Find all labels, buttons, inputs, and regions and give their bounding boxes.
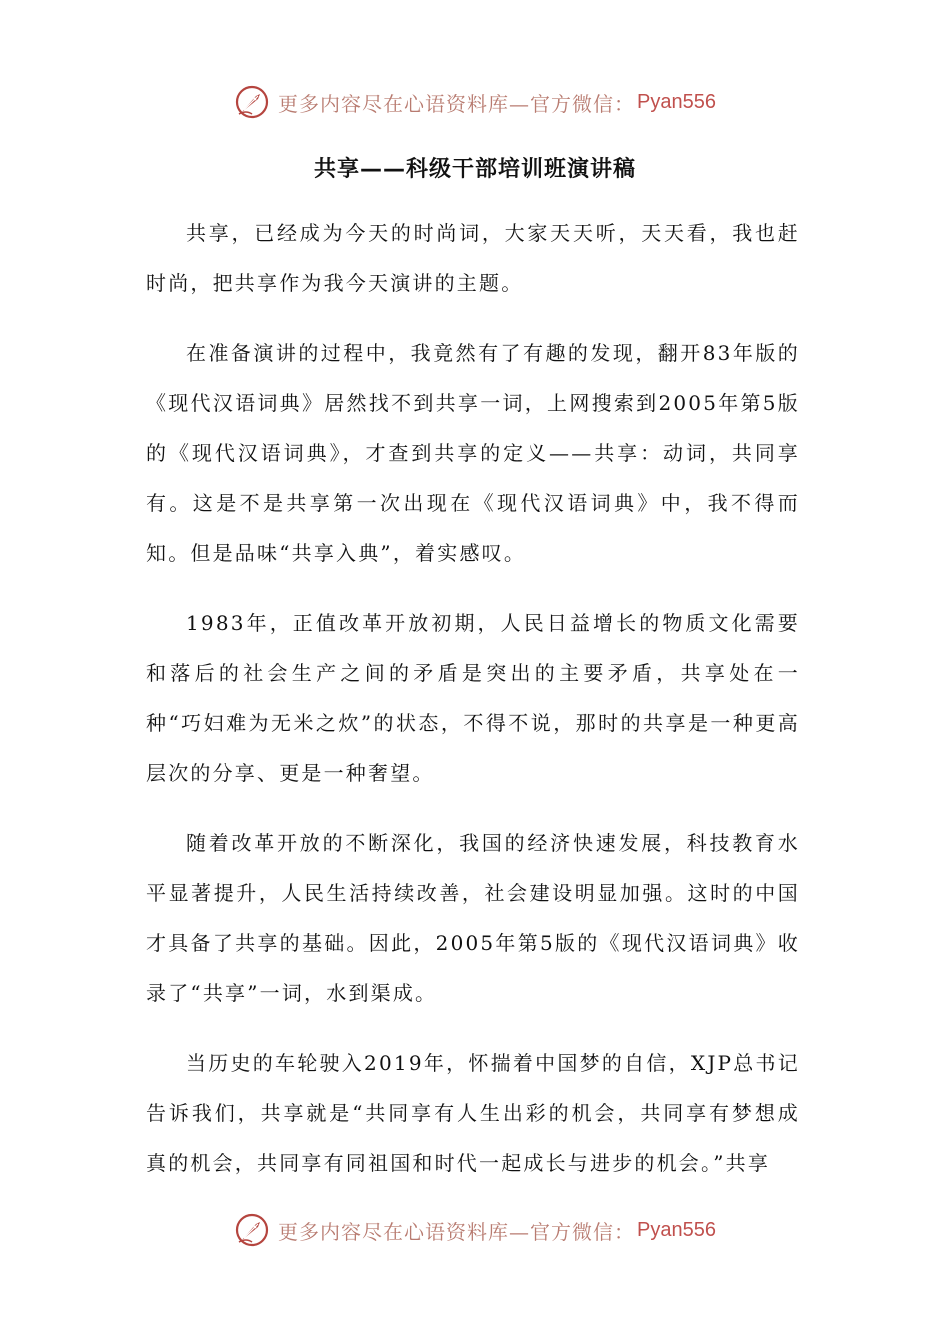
banner-text: 更多内容尽在心语资料库—官方微信： [278, 1219, 636, 1244]
paragraph: 随着改革开放的不断深化，我国的经济快速发展，科技教育水平显著提升，人民生活持续改善，社会建设明显加强。这时的中国才具备了共享的基础。因此，2005年第5版的《现代汉语词典》收录了“共享”一词，水到渠成。 [146, 831, 800, 1005]
document-body [146, 208, 800, 1208]
paragraph: 共享，已经成为今天的时尚词，大家天天听，天天看，我也赶时尚，把共享作为我今天演讲的主题。 [146, 221, 800, 295]
pen-nib-logo-icon [234, 84, 270, 120]
document-title: 共享——科级干部培训班演讲稿 [313, 157, 636, 182]
wechat-id: Pyan556 [637, 90, 716, 113]
banner-text: 更多内容尽在心语资料库—官方微信： [278, 91, 636, 116]
paragraph: 在准备演讲的过程中，我竟然有了有趣的发现，翻开83年版的《现代汉语词典》居然找不到共享一词，上网搜索到2005年第5版的《现代汉语词典》，才查到共享的定义——共享：动词，共同享有。这是不是共享第一次出现在《现代汉语词典》中，我不得而知。但是品味“共享入典”，着实感叹。 [146, 341, 800, 565]
footer-banner [0, 1210, 950, 1250]
header-banner [0, 82, 950, 122]
paragraph: 当历史的车轮驶入2019年，怀揣着中国梦的自信，XJP总书记告诉我们，共享就是“共同享有人生出彩的机会，共同享有梦想成真的机会，共同享有同祖国和时代一起成长与进步的机会。”共享 [146, 1051, 800, 1175]
paragraph: 1983年，正值改革开放初期，人民日益增长的物质文化需要和落后的社会生产之间的矛盾是突出的主要矛盾，共享处在一种“巧妇难为无米之炊”的状态，不得不说，那时的共享是一种更高层次的分享、更是一种奢望。 [146, 611, 800, 785]
wechat-id: Pyan556 [637, 1218, 716, 1241]
pen-nib-logo-icon [234, 1212, 270, 1248]
